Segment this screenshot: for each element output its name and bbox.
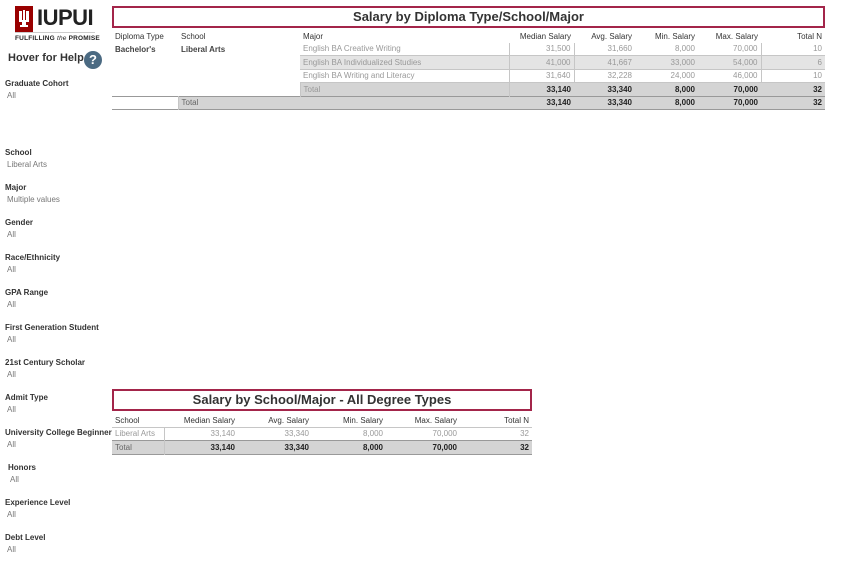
filter-value[interactable]: All (7, 510, 16, 519)
filter-label: Admit Type (5, 393, 48, 402)
salary-by-school-table (112, 414, 532, 455)
cell-min[interactable]: 8,000 (635, 43, 698, 56)
cell-median[interactable]: 33,140 (509, 96, 574, 110)
filter-label: Graduate Cohort (5, 79, 69, 88)
filter-experience-level[interactable] (5, 498, 70, 519)
trident-icon (15, 6, 33, 32)
cell-empty (178, 69, 300, 83)
filter-value[interactable]: All (7, 370, 16, 379)
filter-value[interactable]: Multiple values (7, 195, 60, 204)
cell-school[interactable]: Liberal Arts (112, 427, 164, 441)
table-row[interactable] (112, 427, 532, 441)
filter-value[interactable]: All (7, 405, 16, 414)
filter-admit-type[interactable] (5, 393, 48, 414)
header-school[interactable]: School (115, 415, 140, 425)
cell-max[interactable]: 70,000 (698, 83, 761, 97)
cell-empty (112, 56, 178, 70)
header-diploma-type[interactable]: Diploma Type (115, 31, 164, 41)
cell-empty (112, 83, 178, 97)
cell-min[interactable]: 8,000 (312, 441, 386, 455)
cell-n[interactable]: 32 (520, 429, 529, 439)
filter-21st-century-scholar[interactable] (5, 358, 85, 379)
total-label: Total (112, 441, 164, 455)
grand-total-row[interactable] (112, 96, 825, 110)
cell-major[interactable]: English BA Writing and Literacy (300, 69, 509, 83)
filter-label: School (5, 148, 32, 157)
filter-label: GPA Range (5, 288, 49, 297)
filter-race-ethnicity[interactable] (5, 253, 60, 274)
filter-honors[interactable] (8, 463, 36, 484)
header-avg-salary[interactable]: Avg. Salary (591, 31, 632, 41)
subtotal-label: Total (300, 83, 509, 97)
cell-avg[interactable]: 33,340 (238, 441, 312, 455)
filter-label: Experience Level (5, 498, 71, 507)
cell-avg[interactable]: 33,340 (574, 96, 635, 110)
subtotal-row[interactable] (112, 83, 825, 97)
filter-major[interactable] (5, 183, 60, 204)
cell-median[interactable]: 33,140 (509, 83, 574, 97)
filter-value[interactable]: Liberal Arts (7, 160, 48, 169)
question-icon[interactable]: ? (84, 51, 102, 69)
cell-median[interactable]: 31,500 (509, 43, 574, 56)
filter-graduate-cohort[interactable] (5, 79, 69, 100)
iupui-logo (15, 5, 100, 42)
filter-label: University College Beginner (5, 428, 112, 437)
cell-n[interactable]: 32 (460, 441, 532, 455)
filter-value[interactable]: All (7, 230, 16, 239)
header-median-salary[interactable]: Median Salary (183, 415, 235, 425)
table-row[interactable] (112, 56, 825, 70)
filter-label: First Generation Student (5, 323, 99, 332)
logo-wordmark: IUPUI (37, 5, 94, 30)
cell-max[interactable]: 70,000 (698, 43, 761, 56)
table-row[interactable] (112, 69, 825, 83)
table1-title: Salary by Diploma Type/School/Major (112, 6, 825, 28)
cell-min[interactable]: 24,000 (635, 69, 698, 83)
salary-by-diploma-table (112, 30, 825, 110)
filter-value[interactable]: All (7, 335, 16, 344)
cell-avg[interactable]: 31,660 (574, 43, 635, 56)
filter-label: Major (5, 183, 27, 192)
table-header-row (112, 30, 825, 43)
cell-n[interactable]: 32 (761, 96, 825, 110)
filter-value[interactable]: All (10, 475, 19, 484)
cell-n[interactable]: 6 (761, 56, 825, 70)
cell-max[interactable]: 70,000 (432, 429, 457, 439)
cell-median[interactable]: 33,140 (164, 441, 238, 455)
hover-for-help-label: Hover for Help (8, 52, 84, 64)
cell-empty (178, 83, 300, 97)
header-major[interactable]: Major (303, 31, 324, 41)
header-max-salary[interactable]: Max. Salary (715, 31, 758, 41)
filter-value[interactable]: All (7, 440, 16, 449)
logo-tagline: FULFILLING the PROMISE (15, 35, 100, 42)
header-median-salary[interactable]: Median Salary (519, 31, 571, 41)
filter-value[interactable]: All (7, 545, 16, 554)
filter-debt-level[interactable] (5, 533, 45, 554)
table2-title: Salary by School/Major - All Degree Types (112, 389, 532, 411)
filter-label: Debt Level (5, 533, 46, 542)
cell-avg[interactable]: 33,340 (284, 429, 309, 439)
filter-gpa-range[interactable] (5, 288, 48, 309)
grand-total-label: Total (178, 96, 300, 110)
cell-empty (300, 96, 509, 110)
logo-divider (15, 32, 95, 33)
cell-school[interactable]: Liberal Arts (181, 44, 226, 54)
cell-empty (112, 96, 178, 110)
filter-value[interactable]: All (7, 91, 16, 100)
cell-n[interactable]: 32 (761, 83, 825, 97)
cell-diploma-type[interactable]: Bachelor's (115, 44, 156, 54)
cell-empty (178, 56, 300, 70)
cell-min[interactable]: 33,000 (635, 56, 698, 70)
cell-max[interactable]: 54,000 (698, 56, 761, 70)
cell-avg[interactable]: 32,228 (574, 69, 635, 83)
total-row[interactable] (112, 441, 532, 455)
cell-min[interactable]: 8,000 (362, 429, 383, 439)
header-min-salary[interactable]: Min. Salary (654, 31, 695, 41)
header-total-n[interactable]: Total N (504, 415, 529, 425)
cell-n[interactable]: 10 (761, 69, 825, 83)
filter-gender[interactable] (5, 218, 33, 239)
header-total-n[interactable]: Total N (797, 31, 822, 41)
table-header-row (112, 414, 532, 427)
filter-first-generation-student[interactable] (5, 323, 99, 344)
cell-avg[interactable]: 41,667 (574, 56, 635, 70)
filter-label: Race/Ethnicity (5, 253, 61, 262)
filter-label: Gender (5, 218, 34, 227)
header-school[interactable]: School (181, 31, 206, 41)
cell-median[interactable]: 33,140 (210, 429, 235, 439)
cell-min[interactable]: 8,000 (635, 96, 698, 110)
cell-major[interactable]: English BA Individualized Studies (300, 56, 509, 70)
header-avg-salary[interactable]: Avg. Salary (268, 415, 309, 425)
filter-school[interactable] (5, 148, 47, 169)
cell-max[interactable]: 70,000 (386, 441, 460, 455)
cell-max[interactable]: 70,000 (698, 96, 761, 110)
header-min-salary[interactable]: Min. Salary (342, 415, 383, 425)
cell-n[interactable]: 10 (761, 43, 825, 56)
cell-max[interactable]: 46,000 (698, 69, 761, 83)
cell-min[interactable]: 8,000 (635, 83, 698, 97)
cell-empty (112, 69, 178, 83)
filter-university-college-beginner[interactable] (5, 428, 112, 449)
cell-median[interactable]: 31,640 (509, 69, 574, 83)
table-row[interactable] (112, 43, 825, 56)
filter-value[interactable]: All (7, 265, 16, 274)
filter-label: Honors (8, 463, 36, 472)
cell-major[interactable]: English BA Creative Writing (300, 43, 509, 56)
filter-label: 21st Century Scholar (5, 358, 86, 367)
cell-avg[interactable]: 33,340 (574, 83, 635, 97)
header-max-salary[interactable]: Max. Salary (414, 415, 457, 425)
cell-median[interactable]: 41,000 (509, 56, 574, 70)
filter-value[interactable]: All (7, 300, 16, 309)
